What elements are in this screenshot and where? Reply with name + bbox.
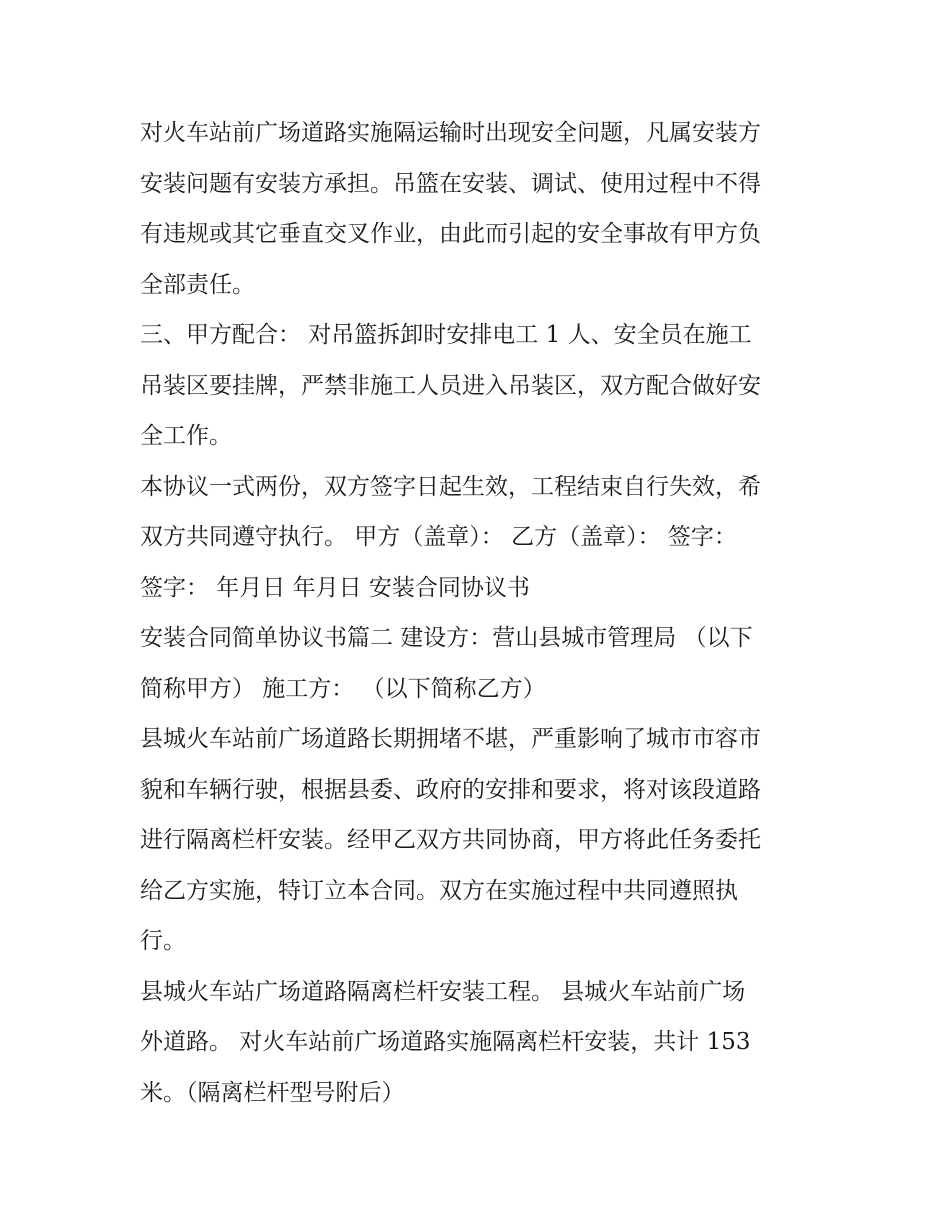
- text-line: 全工作。: [140, 423, 232, 449]
- document-body: [140, 108, 820, 1118]
- text-line: 吊装区要挂牌，严禁非施工人员进入吊装区，双方配合做好安: [140, 372, 761, 399]
- text-line: 安装合同简单协议书篇二 建设方：营山县城市管理局 （以下: [140, 625, 753, 651]
- text-line: 全部责任。: [140, 271, 255, 298]
- text-line: 本协议一式两份，双方签字日起生效，工程结束自行失效，希: [140, 473, 761, 500]
- text-line: 三、甲方配合： 对吊篮拆卸时安排电工 1 人、安全员在施工: [140, 322, 752, 348]
- text-line: 有违规或其它垂直交叉作业，由此而引起的安全事故有甲方负: [140, 221, 761, 247]
- text-line: 对火车站前广场道路实施隔运输时出现安全问题，凡属安装方: [140, 120, 761, 146]
- text-line: 县城火车站前广场道路长期拥堵不堪，严重影响了城市市容市: [140, 726, 761, 752]
- text-line: 行。: [140, 928, 186, 954]
- text-line: 县城火车站广场道路隔离栏杆安装工程。 县城火车站前广场: [140, 978, 746, 1005]
- text-line: 简称甲方） 施工方： （以下简称乙方）: [140, 675, 546, 702]
- text-line: 安装问题有安装方承担。吊篮在安装、调试、使用过程中不得: [140, 170, 761, 197]
- text-line: 进行隔离栏杆安装。经甲乙双方共同协商，甲方将此任务委托: [140, 827, 761, 853]
- text-line: 米。（隔离栏杆型号附后）: [140, 1079, 405, 1106]
- text-line: 貌和车辆行驶，根据县委、政府的安排和要求，将对该段道路: [140, 776, 761, 803]
- text-line: 签字： 年月日 年月日 安装合同协议书: [140, 574, 530, 601]
- text-line: 外道路。 对火车站前广场道路实施隔离栏杆安装，共计 153: [140, 1029, 751, 1055]
- text-line: 双方共同遵守执行。 甲方（盖章）： 乙方（盖章）： 签字：: [140, 524, 737, 550]
- text-line: 给乙方实施，特订立本合同。双方在实施过程中共同遵照执: [140, 877, 738, 904]
